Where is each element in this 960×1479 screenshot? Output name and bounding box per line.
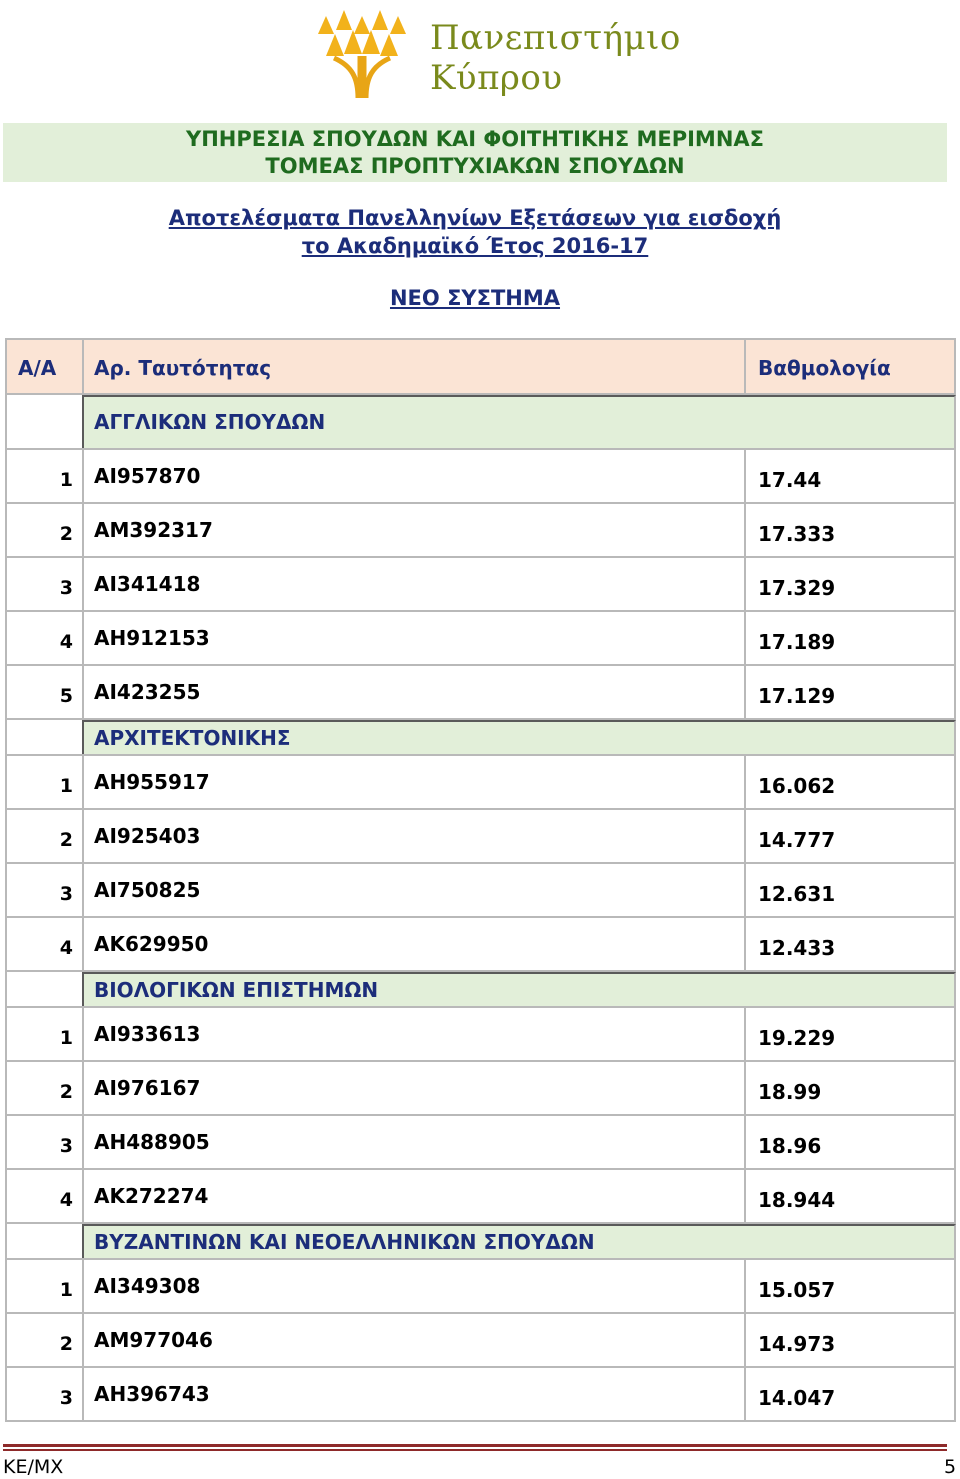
table-row (5, 666, 956, 720)
row-grade: 18.96 (744, 1116, 956, 1168)
row-aa: 1 (5, 756, 82, 808)
header-id: Αρ. Ταυτότητας (82, 340, 744, 393)
row-grade: 17.329 (744, 558, 956, 610)
table-row (5, 450, 956, 504)
table-row (5, 1062, 956, 1116)
row-grade: 17.189 (744, 612, 956, 664)
row-aa: 3 (5, 558, 82, 610)
row-id: ΑΙ957870 (82, 450, 744, 502)
table-row (5, 612, 956, 666)
document-title-line-2: το Ακαδημαϊκό Έτος 2016-17 (301, 234, 649, 258)
section-row (5, 395, 956, 450)
row-grade: 17.333 (744, 504, 956, 556)
table-row (5, 504, 956, 558)
row-id: ΑΙ925403 (82, 810, 744, 862)
table-row (5, 1008, 956, 1062)
section-name: ΑΡΧΙΤΕΚΤΟΝΙΚΗΣ (82, 720, 956, 754)
section-row (5, 1224, 956, 1260)
row-id: ΑΙ933613 (82, 1008, 744, 1060)
row-aa: 2 (5, 1062, 82, 1114)
row-aa: 4 (5, 612, 82, 664)
row-grade: 18.99 (744, 1062, 956, 1114)
logo-line-2: Κύπρου (430, 58, 563, 98)
row-grade: 14.777 (744, 810, 956, 862)
row-id: ΑΙ750825 (82, 864, 744, 916)
row-grade: 16.062 (744, 756, 956, 808)
page-number: 5 (944, 1456, 957, 1478)
section-name: ΒΥΖΑΝΤΙΝΩΝ ΚΑΙ ΝΕΟΕΛΛΗΝΙΚΩΝ ΣΠΟΥΔΩΝ (82, 1224, 956, 1258)
row-id: ΑΙ341418 (82, 558, 744, 610)
row-aa: 2 (5, 504, 82, 556)
row-grade: 17.44 (744, 450, 956, 502)
row-id: ΑΗ955917 (82, 756, 744, 808)
row-aa: 3 (5, 864, 82, 916)
row-grade: 17.129 (744, 666, 956, 718)
row-aa: 1 (5, 1008, 82, 1060)
results-table (5, 338, 956, 1422)
table-row (5, 1116, 956, 1170)
row-grade: 15.057 (744, 1260, 956, 1312)
footer-initials: ΚΕ/ΜΧ (3, 1456, 64, 1478)
row-id: ΑΗ488905 (82, 1116, 744, 1168)
row-grade: 12.433 (744, 918, 956, 970)
table-row (5, 558, 956, 612)
row-grade: 18.944 (744, 1170, 956, 1222)
row-aa: 1 (5, 1260, 82, 1312)
logo-wordmark (430, 18, 681, 98)
table-row (5, 864, 956, 918)
section-row (5, 972, 956, 1008)
logo-line-1: Πανεπιστήμιο (430, 18, 681, 58)
table-row (5, 756, 956, 810)
section-name: ΑΓΓΛΙΚΩΝ ΣΠΟΥΔΩΝ (82, 395, 956, 448)
row-id: ΑΗ912153 (82, 612, 744, 664)
row-aa: 2 (5, 810, 82, 862)
table-row (5, 918, 956, 972)
row-id: ΑΚ272274 (82, 1170, 744, 1222)
table-row (5, 1314, 956, 1368)
system-label: ΝΕΟ ΣΥΣΤΗΜΑ (389, 286, 561, 310)
footer-rule-top (3, 1444, 947, 1447)
footer-rule-bottom (3, 1449, 947, 1451)
table-row (5, 1368, 956, 1422)
row-aa: 3 (5, 1368, 82, 1420)
row-aa: 2 (5, 1314, 82, 1366)
section-name: ΒΙΟΛΟΓΙΚΩΝ ΕΠΙΣΤΗΜΩΝ (82, 972, 956, 1006)
university-logo (308, 0, 688, 106)
row-grade: 14.047 (744, 1368, 956, 1420)
document-title-line-1: Αποτελέσματα Πανελληνίων Εξετάσεων για εισδοχή (168, 206, 782, 230)
table-row (5, 1170, 956, 1224)
banner-line-1: ΥΠΗΡΕΣΙΑ ΣΠΟΥΔΩΝ ΚΑΙ ΦΟΙΤΗΤΙΚΗΣ ΜΕΡΙΜΝΑΣ (185, 127, 764, 151)
row-id: ΑΙ976167 (82, 1062, 744, 1114)
row-id: ΑΙ423255 (82, 666, 744, 718)
row-id: ΑΗ396743 (82, 1368, 744, 1420)
table-row (5, 810, 956, 864)
row-aa: 4 (5, 1170, 82, 1222)
row-aa: 5 (5, 666, 82, 718)
table-row (5, 1260, 956, 1314)
row-aa: 3 (5, 1116, 82, 1168)
row-grade: 14.973 (744, 1314, 956, 1366)
banner-line-2: ΤΟΜΕΑΣ ΠΡΟΠΤΥΧΙΑΚΩΝ ΣΠΟΥΔΩΝ (265, 154, 685, 178)
row-aa: 4 (5, 918, 82, 970)
service-banner (3, 123, 947, 182)
row-aa: 1 (5, 450, 82, 502)
section-row (5, 720, 956, 756)
row-id: ΑΚ629950 (82, 918, 744, 970)
header-grade: Βαθμολογία (744, 340, 956, 393)
row-id: ΑΙ349308 (82, 1260, 744, 1312)
row-id: ΑΜ977046 (82, 1314, 744, 1366)
row-id: ΑΜ392317 (82, 504, 744, 556)
row-grade: 19.229 (744, 1008, 956, 1060)
table-header-row (5, 338, 956, 395)
row-grade: 12.631 (744, 864, 956, 916)
header-aa: Α/Α (5, 340, 82, 393)
olive-tree-icon (312, 8, 412, 100)
